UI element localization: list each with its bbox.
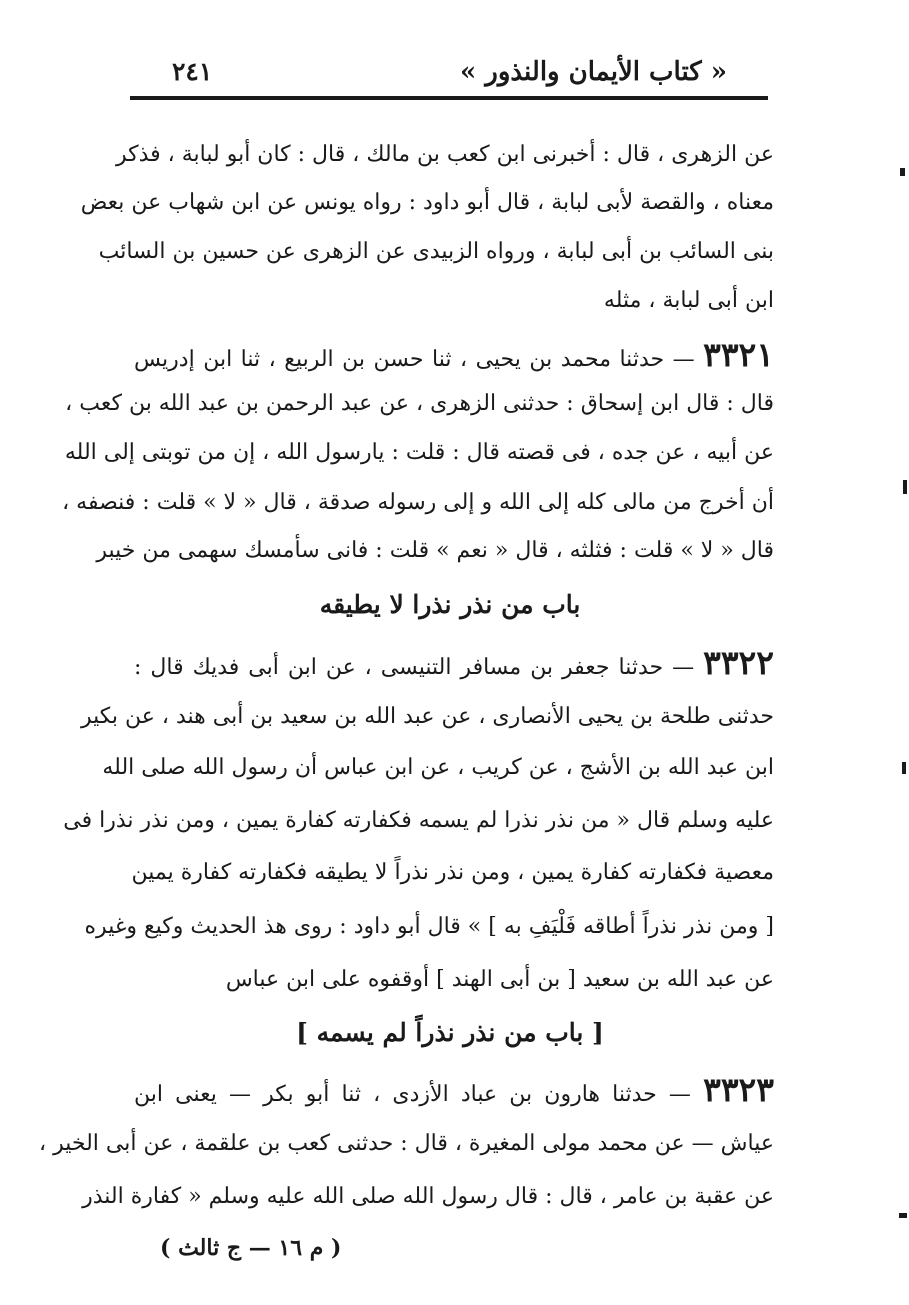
scan-speck xyxy=(902,762,906,774)
running-header xyxy=(130,55,770,95)
hadith-number: ٣٣٢١ xyxy=(703,335,774,374)
hadith-first-line xyxy=(134,643,774,683)
text-line: بنى السائب بن أبى لبابة ، ورواه الزبيدى عن الزهرى عن حسين بن السائب xyxy=(98,239,774,264)
text-line: عن الزهرى ، قال : أخبرنى ابن كعب بن مالك ، قال : كان أبو لبابة ، فذكر xyxy=(115,142,774,167)
text-line: عياش — عن محمد مولى المغيرة ، قال : حدثنى كعب بن علقمة ، عن أبى الخير ، xyxy=(39,1131,774,1156)
text-line: معصية فكفارته كفارة يمين ، ومن نذر نذراً لا يطيقه فكفارته كفارة يمين xyxy=(131,860,774,885)
hadith-number: ٣٣٢٣ xyxy=(703,1070,775,1109)
hadith-first-line xyxy=(134,335,774,375)
text-line: قال : قال ابن إسحاق : حدثنى الزهرى ، عن عبد الرحمن بن عبد الله بن كعب ، xyxy=(65,391,774,416)
page-number: ٢٤١ xyxy=(172,57,213,86)
scan-speck xyxy=(903,480,907,494)
scan-speck xyxy=(900,168,905,176)
text-line: عن عبد الله بن سعيد [ بن أبى الهند ] أوقفوه على ابن عباس xyxy=(225,967,774,992)
signature-mark: ( م ١٦ — ج ثالث ) xyxy=(160,1235,342,1261)
text-line: عليه وسلم قال « من نذر نذرا لم يسمه فكفارته كفارة يمين ، ومن نذر نذرا فى xyxy=(63,808,774,833)
text-line: أن أخرج من مالى كله إلى الله و إلى رسوله صدقة ، قال « لا » قلت : فنصفه ، xyxy=(62,490,774,515)
running-title: « كتاب الأيمان والنذور » xyxy=(460,57,727,87)
header-rule xyxy=(130,96,768,100)
hadith-text: — حدثنا محمد بن يحيى ، ثنا حسن بن الربيع ، ثنا ابن إدريس xyxy=(134,347,695,372)
text-line: ابن أبى لبابة ، مثله xyxy=(603,288,774,313)
chapter-heading: [ باب من نذر نذراً لم يسمه ] xyxy=(296,1018,604,1047)
text-line: ابن عبد الله بن الأشج ، عن كريب ، عن ابن عباس أن رسول الله صلى الله xyxy=(102,755,774,780)
text-line: قال « لا » قلت : فثلثه ، قال « نعم » قلت : فانى سأمسك سهمى من خيبر xyxy=(96,538,774,563)
hadith-text: — حدثنا جعفر بن مسافر التنيسى ، عن ابن أبى فديك قال : xyxy=(134,655,695,680)
text-line: عن أبيه ، عن جده ، فى قصته قال : قلت : يارسول الله ، إن من توبتى إلى الله xyxy=(64,440,774,465)
hadith-text: — حدثنا هارون بن عباد الأزدى ، ثنا أبو بكر — يعنى ابن xyxy=(134,1082,691,1107)
text-line: حدثنى طلحة بن يحيى الأنصارى ، عن عبد الله بن سعيد بن أبى هند ، عن بكير xyxy=(80,704,774,729)
hadith-first-line xyxy=(134,1070,774,1110)
hadith-number: ٣٣٢٢ xyxy=(703,643,774,682)
text-line: معناه ، والقصة لأبى لبابة ، قال أبو داود : رواه يونس عن ابن شهاب عن بعض xyxy=(80,190,774,215)
chapter-heading: باب من نذر نذرا لا يطيقه xyxy=(319,590,581,619)
text-line: [ ومن نذر نذراً أطاقه فَلْيَفِ به ] » قال أبو داود : روى هذ الحديث وكيع وغيره xyxy=(84,914,774,939)
text-line: عن عقبة بن عامر ، قال : قال رسول الله صلى الله عليه وسلم « كفارة النذر xyxy=(82,1184,774,1209)
scan-speck xyxy=(899,1213,907,1218)
